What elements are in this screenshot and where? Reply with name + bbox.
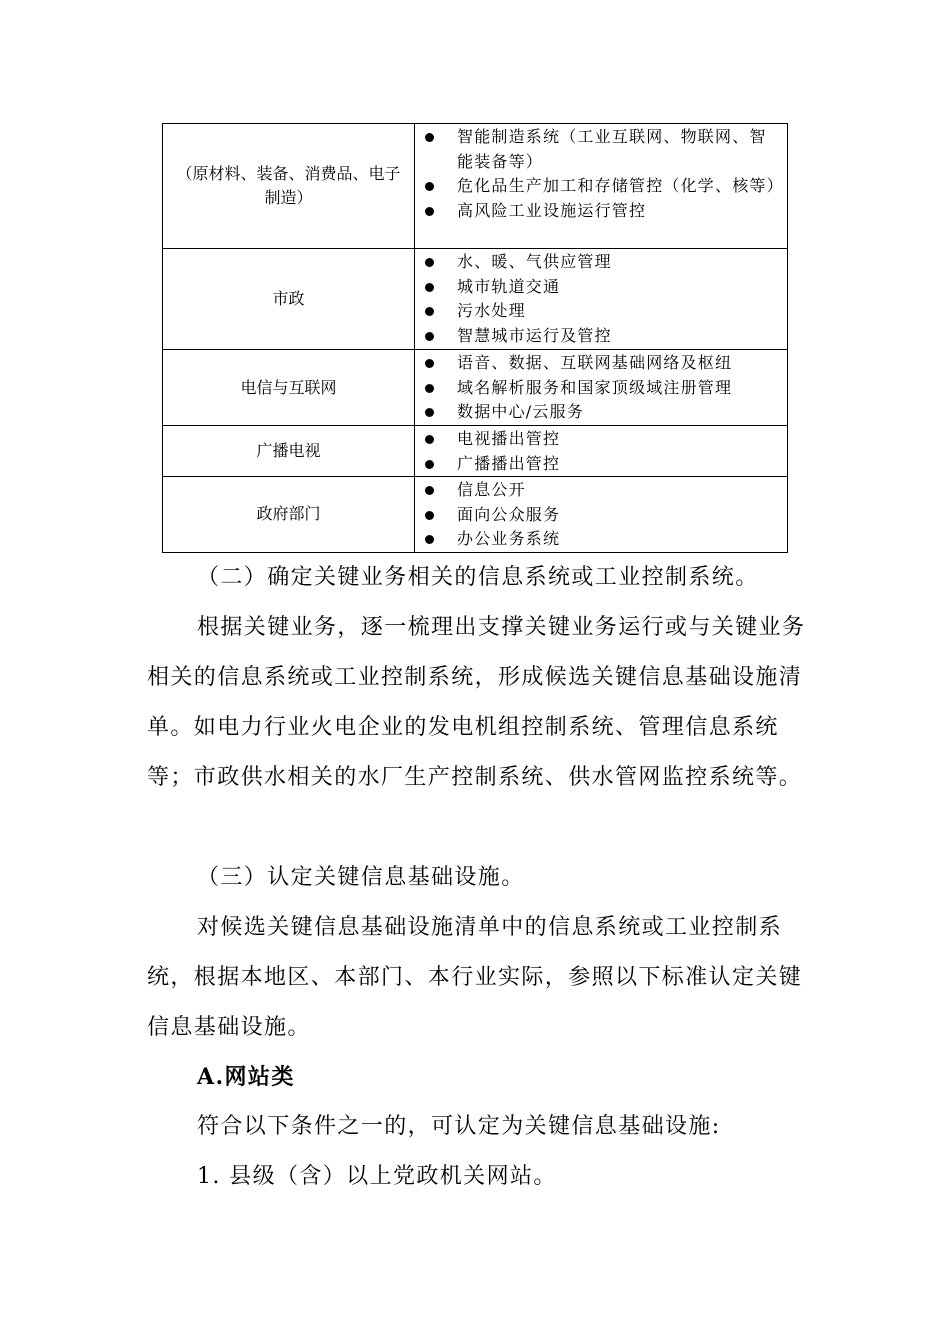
section-heading-2: （二）确定关键业务相关的信息系统或工业控制系统。 (197, 565, 759, 590)
table-row (163, 426, 788, 477)
table-row (163, 477, 788, 553)
list-item: 广播播出管控 (415, 452, 781, 477)
items-cell (415, 426, 788, 477)
list-item: 智能制造系统（工业互联网、物联网、智能装备等） (415, 125, 781, 174)
list-item: 面向公众服务 (415, 503, 781, 528)
list-item: 办公业务系统 (415, 527, 781, 552)
list-item: 语音、数据、互联网基础网络及枢纽 (415, 351, 781, 376)
list-item: 信息公开 (415, 478, 781, 503)
category-cell: 广播电视 (163, 426, 415, 477)
category-cell: 电信与互联网 (163, 350, 415, 426)
list-item: 高风险工业设施运行管控 (415, 199, 781, 224)
subsection-heading-a: A.网站类 (197, 1064, 295, 1090)
list-item: 城市轨道交通 (415, 275, 781, 300)
items-cell (415, 477, 788, 553)
category-cell: 政府部门 (163, 477, 415, 553)
items-cell (415, 350, 788, 426)
list-item: 电视播出管控 (415, 427, 781, 452)
list-item: 智慧城市运行及管控 (415, 324, 781, 349)
category-cell: （原材料、装备、消费品、电子制造） (163, 124, 415, 249)
table-row (163, 124, 788, 249)
condition-text: 符合以下条件之一的，可认定为关键信息基础设施: (197, 1114, 721, 1139)
category-cell: 市政 (163, 249, 415, 350)
items-cell (415, 249, 788, 350)
paragraph-3: 对候选关键信息基础设施清单中的信息系统或工业控制系统，根据本地区、本部门、本行业实际，参照以下标准认定关键信息基础设施。 (147, 915, 803, 1040)
section-heading-3: （三）认定关键信息基础设施。 (197, 865, 525, 890)
list-item: 水、暖、气供应管理 (415, 250, 781, 275)
paragraph-2: 根据关键业务，逐一梳理出支撑关键业务运行或与关键业务相关的信息系统或工业控制系统，形成候选关键信息基础设施清单。如电力行业火电企业的发电机组控制系统、管理信息系统等；市政供水相关的水厂生产控制系统、供水管网监控系统等。 (147, 615, 806, 790)
table-row (163, 350, 788, 426)
list-item: 污水处理 (415, 299, 781, 324)
list-item: 域名解析服务和国家顶级域注册管理 (415, 376, 781, 401)
infrastructure-table (162, 123, 788, 553)
table-row (163, 249, 788, 350)
list-item: 危化品生产加工和存储管控（化学、核等） (415, 174, 781, 199)
criteria-item-1: 1. 县级（含）以上党政机关网站。 (197, 1164, 557, 1189)
list-item: 数据中心/云服务 (415, 400, 781, 425)
items-cell (415, 124, 788, 249)
